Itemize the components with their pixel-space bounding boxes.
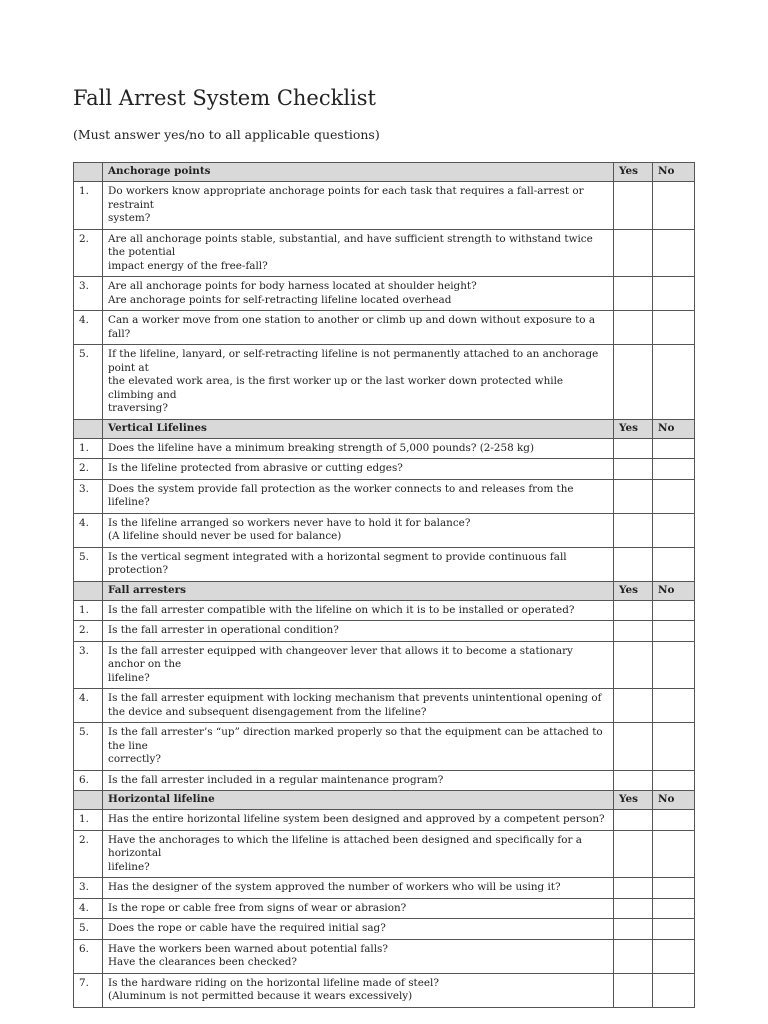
- no-answer-cell[interactable]: [653, 479, 695, 513]
- question-number: 1.: [74, 182, 103, 230]
- checklist-row: [74, 311, 695, 345]
- checklist-row: [74, 898, 695, 919]
- question-line: correctly?: [108, 753, 161, 765]
- yes-answer-cell[interactable]: [614, 600, 653, 621]
- yes-column-header: Yes: [614, 163, 653, 182]
- question-text: [103, 770, 614, 791]
- section-number-cell: [74, 791, 103, 810]
- checklist-row: [74, 479, 695, 513]
- question-text: [103, 621, 614, 642]
- no-answer-cell[interactable]: [653, 641, 695, 689]
- yes-answer-cell[interactable]: [614, 513, 653, 547]
- question-number: 6.: [74, 939, 103, 973]
- question-text: [103, 689, 614, 723]
- section-number-cell: [74, 163, 103, 182]
- question-line: Is the vertical segment integrated with a horizontal segment to provide continuous fall protection?: [108, 550, 567, 576]
- no-answer-cell[interactable]: [653, 459, 695, 480]
- question-line: system?: [108, 212, 151, 224]
- question-line: Is the fall arrester compatible with the lifeline on which it is to be installed or operated?: [108, 603, 575, 616]
- no-column-header: No: [653, 419, 695, 438]
- question-line: Are all anchorage points stable, substantial, and have sufficient strength to withstand twice the potential: [108, 232, 593, 258]
- yes-answer-cell[interactable]: [614, 973, 653, 1007]
- question-line: the device and subsequent disengagement from the lifeline?: [108, 705, 427, 718]
- section-header-row: [74, 419, 695, 438]
- question-line: Is the fall arrester equipped with changeover lever that allows it to become a stationary anchor on the: [108, 644, 573, 670]
- page-title: Fall Arrest System Checklist: [73, 86, 376, 110]
- no-answer-cell[interactable]: [653, 898, 695, 919]
- question-line: Is the rope or cable free from signs of wear or abrasion?: [108, 901, 407, 914]
- page-subtitle: (Must answer yes/no to all applicable questions): [73, 127, 380, 142]
- question-line: Is the fall arrester included in a regular maintenance program?: [108, 773, 444, 786]
- question-number: 2.: [74, 830, 103, 878]
- yes-answer-cell[interactable]: [614, 770, 653, 791]
- question-text: [103, 810, 614, 831]
- yes-answer-cell[interactable]: [614, 723, 653, 771]
- question-text: [103, 547, 614, 581]
- checklist-row: [74, 513, 695, 547]
- no-answer-cell[interactable]: [653, 513, 695, 547]
- section-heading: Fall arresters: [103, 581, 614, 600]
- question-text: [103, 830, 614, 878]
- question-line: Is the lifeline protected from abrasive or cutting edges?: [108, 462, 403, 474]
- question-number: 5.: [74, 547, 103, 581]
- yes-answer-cell[interactable]: [614, 621, 653, 642]
- yes-answer-cell[interactable]: [614, 277, 653, 311]
- question-number: 4.: [74, 513, 103, 547]
- checklist-row: [74, 689, 695, 723]
- yes-answer-cell[interactable]: [614, 641, 653, 689]
- question-number: 6.: [74, 770, 103, 791]
- question-text: [103, 898, 614, 919]
- yes-answer-cell[interactable]: [614, 830, 653, 878]
- question-line: lifeline?: [108, 671, 150, 684]
- question-line: Is the lifeline arranged so workers never have to hold it for balance?: [108, 516, 471, 529]
- checklist-table: [73, 162, 695, 1008]
- no-answer-cell[interactable]: [653, 621, 695, 642]
- checklist-row: [74, 621, 695, 642]
- yes-answer-cell[interactable]: [614, 547, 653, 581]
- no-answer-cell[interactable]: [653, 973, 695, 1007]
- checklist-row: [74, 723, 695, 771]
- checklist-row: [74, 547, 695, 581]
- no-column-header: No: [653, 791, 695, 810]
- section-header-row: [74, 791, 695, 810]
- yes-column-header: Yes: [614, 581, 653, 600]
- checklist-row: [74, 973, 695, 1007]
- question-line: Is the fall arrester equipment with locking mechanism that prevents unintentional opening of: [108, 692, 602, 704]
- yes-answer-cell[interactable]: [614, 810, 653, 831]
- yes-answer-cell[interactable]: [614, 689, 653, 723]
- section-header-row: [74, 581, 695, 600]
- question-line: Is the fall arrester’s “up” direction marked properly so that the equipment can be attached to the line: [108, 726, 603, 752]
- question-line: Does the rope or cable have the required initial sag?: [108, 922, 386, 934]
- question-number: 3.: [74, 641, 103, 689]
- no-answer-cell[interactable]: [653, 723, 695, 771]
- question-number: 3.: [74, 277, 103, 311]
- question-line: Are anchorage points for self-retracting lifeline located overhead: [108, 293, 452, 306]
- checklist-row: [74, 229, 695, 277]
- yes-answer-cell[interactable]: [614, 459, 653, 480]
- question-text: [103, 479, 614, 513]
- yes-answer-cell[interactable]: [614, 919, 653, 940]
- no-column-header: No: [653, 581, 695, 600]
- question-text: [103, 182, 614, 230]
- no-answer-cell[interactable]: [653, 600, 695, 621]
- yes-answer-cell[interactable]: [614, 438, 653, 459]
- no-answer-cell[interactable]: [653, 345, 695, 420]
- question-text: [103, 600, 614, 621]
- no-answer-cell[interactable]: [653, 830, 695, 878]
- checklist-row: [74, 345, 695, 420]
- no-answer-cell[interactable]: [653, 229, 695, 277]
- checklist-row: [74, 600, 695, 621]
- no-answer-cell[interactable]: [653, 547, 695, 581]
- question-text: [103, 939, 614, 973]
- section-heading: Horizontal lifeline: [103, 791, 614, 810]
- question-number: 4.: [74, 689, 103, 723]
- no-answer-cell[interactable]: [653, 919, 695, 940]
- question-text: [103, 438, 614, 459]
- question-number: 1.: [74, 438, 103, 459]
- question-line: Are all anchorage points for body harness located at shoulder height?: [108, 280, 477, 292]
- question-line: Has the entire horizontal lifeline system been designed and approved by a competent person?: [108, 813, 605, 825]
- yes-column-header: Yes: [614, 419, 653, 438]
- yes-answer-cell[interactable]: [614, 939, 653, 973]
- question-number: 1.: [74, 810, 103, 831]
- question-line: Have the workers been warned about potential falls?: [108, 942, 388, 955]
- no-answer-cell[interactable]: [653, 311, 695, 345]
- question-number: 2.: [74, 229, 103, 277]
- question-text: [103, 919, 614, 940]
- question-line: Do workers know appropriate anchorage points for each task that requires a fall-arrest or restraint: [108, 185, 584, 211]
- question-line: Has the designer of the system approved the number of workers who will be using it?: [108, 881, 561, 893]
- no-answer-cell[interactable]: [653, 878, 695, 899]
- question-number: 5.: [74, 919, 103, 940]
- question-text: [103, 973, 614, 1007]
- section-heading: Anchorage points: [103, 163, 614, 182]
- question-text: [103, 229, 614, 277]
- checklist-row: [74, 878, 695, 899]
- question-number: 5.: [74, 723, 103, 771]
- question-line: lifeline?: [108, 860, 150, 873]
- question-line: traversing?: [108, 402, 168, 414]
- no-answer-cell[interactable]: [653, 770, 695, 791]
- question-line: Does the lifeline have a minimum breaking strength of 5,000 pounds? (2-258 kg): [108, 441, 535, 454]
- no-answer-cell[interactable]: [653, 939, 695, 973]
- checklist-body: [74, 163, 695, 1008]
- question-number: 3.: [74, 878, 103, 899]
- question-number: 4.: [74, 311, 103, 345]
- question-line: Is the fall arrester in operational condition?: [108, 624, 339, 636]
- question-text: [103, 311, 614, 345]
- question-line: Can a worker move from one station to another or climb up and down without exposure to a fall?: [108, 314, 596, 340]
- question-line: impact energy of the free-fall?: [108, 259, 268, 272]
- question-number: 3.: [74, 479, 103, 513]
- question-line: Is the hardware riding on the horizontal lifeline made of steel?: [108, 976, 439, 989]
- section-header-row: [74, 163, 695, 182]
- question-text: [103, 641, 614, 689]
- question-number: 2.: [74, 459, 103, 480]
- yes-answer-cell[interactable]: [614, 311, 653, 345]
- section-heading: Vertical Lifelines: [103, 419, 614, 438]
- checklist-row: [74, 919, 695, 940]
- section-number-cell: [74, 419, 103, 438]
- no-answer-cell[interactable]: [653, 438, 695, 459]
- no-answer-cell[interactable]: [653, 277, 695, 311]
- checklist-row: [74, 182, 695, 230]
- no-answer-cell[interactable]: [653, 689, 695, 723]
- yes-answer-cell[interactable]: [614, 229, 653, 277]
- question-text: [103, 513, 614, 547]
- question-line: Have the anchorages to which the lifeline is attached been designed and specifically for a horizontal: [108, 833, 582, 859]
- question-number: 1.: [74, 600, 103, 621]
- question-line: Does the system provide fall protection as the worker connects to and releases from the lifeline?: [108, 482, 574, 508]
- yes-answer-cell[interactable]: [614, 878, 653, 899]
- yes-column-header: Yes: [614, 791, 653, 810]
- question-line: the elevated work area, is the first worker up or the last worker down protected while climbing and: [108, 375, 564, 401]
- question-number: 7.: [74, 973, 103, 1007]
- question-text: [103, 723, 614, 771]
- question-line: (A lifeline should never be used for balance): [108, 530, 342, 542]
- checklist-row: [74, 810, 695, 831]
- no-answer-cell[interactable]: [653, 182, 695, 230]
- no-answer-cell[interactable]: [653, 810, 695, 831]
- yes-answer-cell[interactable]: [614, 479, 653, 513]
- question-line: If the lifeline, lanyard, or self-retracting lifeline is not permanently attached to an anchorage point at: [108, 348, 599, 374]
- question-line: (Aluminum is not permitted because it wears excessively): [108, 990, 413, 1002]
- question-number: 5.: [74, 345, 103, 420]
- yes-answer-cell[interactable]: [614, 182, 653, 230]
- checklist-row: [74, 830, 695, 878]
- checklist-row: [74, 277, 695, 311]
- checklist-row: [74, 770, 695, 791]
- yes-answer-cell[interactable]: [614, 345, 653, 420]
- yes-answer-cell[interactable]: [614, 898, 653, 919]
- question-number: 2.: [74, 621, 103, 642]
- question-text: [103, 345, 614, 420]
- question-text: [103, 277, 614, 311]
- no-column-header: No: [653, 163, 695, 182]
- checklist-row: [74, 641, 695, 689]
- question-number: 4.: [74, 898, 103, 919]
- question-text: [103, 878, 614, 899]
- section-number-cell: [74, 581, 103, 600]
- question-line: Have the clearances been checked?: [108, 956, 297, 968]
- checklist-row: [74, 459, 695, 480]
- question-text: [103, 459, 614, 480]
- checklist-row: [74, 939, 695, 973]
- checklist-row: [74, 438, 695, 459]
